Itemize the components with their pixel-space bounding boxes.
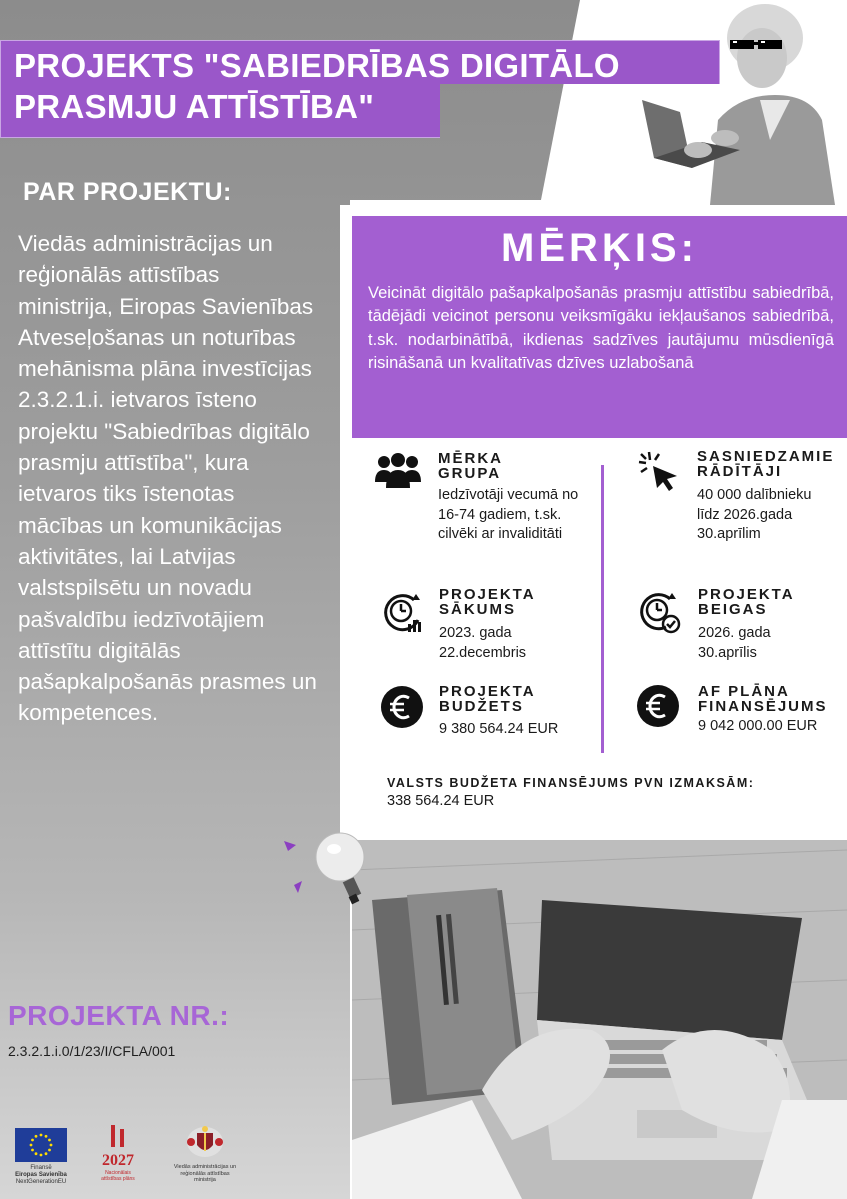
eu-flag-logo <box>15 1128 67 1162</box>
af-funding-title <box>698 684 828 714</box>
page-title: PROJEKTS "SABIEDRĪBAS DIGITĀLO PRASMJU ATTĪSTĪBA" <box>14 47 620 125</box>
indicators-title-line-2: RĀDĪTĀJI <box>697 463 783 480</box>
target-group-title-line-1: MĒRKA <box>438 450 503 467</box>
euro-icon <box>380 685 424 729</box>
ministry-text-1: Viedās administrācijas un <box>173 1164 237 1170</box>
national-plan-year: 2027 <box>102 1152 134 1169</box>
indicators-title <box>697 449 834 479</box>
eu-caption-line-1: Finansē <box>30 1165 52 1171</box>
ministry-logo <box>160 1125 250 1184</box>
goal-heading: MĒRĶIS: <box>501 226 698 270</box>
indicators-title-line-1: SASNIEDZAMIE <box>697 448 835 465</box>
clock-chart-icon <box>380 590 424 634</box>
ministry-text-3: ministrija <box>194 1177 216 1183</box>
end-title-line-2: BEIGAS <box>698 601 768 618</box>
clock-check-icon <box>636 589 680 633</box>
target-group-value: Iedzīvotāji vecumā no 16-74 gadiem, t.sk. cilvēki ar invaliditāti <box>438 487 579 542</box>
goal-text: Veicināt digitālo pašapkalpošanās prasmju attīstību sabiedrībā, tādējādi veicinot personu veiksmīgāku iekļaušanos sabiedrībā, t.sk. nodarbinātībā, ikdienas sadzīves jautājumu mūsdienīgā risināšanā un kvalitatīvas dzīves uzlabošanā <box>368 284 834 372</box>
project-number-heading: PROJEKTA NR.: <box>8 1000 230 1031</box>
vat-label: VALSTS BUDŽETA FINANSĒJUMS PVN IZMAKSĀM: <box>387 776 755 790</box>
eu-caption-line-2: Eiropas Savienība <box>15 1172 67 1178</box>
end-title <box>698 587 795 617</box>
start-title-line-2: SĀKUMS <box>439 601 517 618</box>
end-title-line-1: PROJEKTA <box>698 586 795 603</box>
about-heading: PAR PROJEKTU: <box>23 178 232 206</box>
eu-caption-line-3: NextGenerationEU <box>15 1179 67 1185</box>
laptop-photo <box>352 840 847 1199</box>
indicators-value: 40 000 dalībnieku līdz 2026.gada 30.aprīlim <box>697 487 812 542</box>
af-funding-title-line-1: AF PLĀNA <box>698 683 790 700</box>
vat-value: 338 564.24 EUR <box>387 793 495 809</box>
budget-title-line-1: PROJEKTA <box>439 683 536 700</box>
about-body: Viedās administrācijas un reģionālās attīstības ministrija, Eiropas Savienības Atveseļošanas un noturības mehānisma plāna investīcijas 2.3.2.1.i. ietvaros īsteno projektu "Sabiedrības digitālo prasmju attīstība", kura ietvaros tiks īstenotas mācības un komunikācijas aktivitātes, lai Latvijas valstspilsētu un novadu pašvaldību iedzīvotājiem attīstītu digitālās pašapkalpošanās prasmes un kompetences. <box>18 231 317 726</box>
start-value-line-2: 22.decembris <box>439 644 527 661</box>
lightbulb-decoration-icon <box>280 825 370 915</box>
national-plan-logo <box>95 1125 141 1182</box>
coat-of-arms-icon <box>185 1125 225 1159</box>
euro-icon <box>636 684 680 728</box>
budget-value: 9 380 564.24 EUR <box>439 721 559 737</box>
start-value-line-1: 2023. gada <box>439 625 512 641</box>
national-plan-text-2: attīstības plāns <box>101 1176 135 1182</box>
end-value <box>698 624 771 663</box>
national-plan-mark-icon <box>108 1125 128 1147</box>
target-group-title <box>438 451 503 481</box>
af-funding-value: 9 042 000.00 EUR <box>698 718 818 734</box>
national-plan-text-1: Nacionālais <box>105 1170 131 1176</box>
ministry-text-2: reģionālās attīstības <box>180 1170 230 1177</box>
target-group-title-line-2: GRUPA <box>438 465 502 482</box>
end-value-line-2: 30.aprīlis <box>698 644 757 661</box>
project-number-value: 2.3.2.1.i.0/1/23/I/CFLA/001 <box>8 1043 176 1059</box>
end-value-line-1: 2026. gada <box>698 625 771 641</box>
people-group-icon <box>374 452 418 496</box>
budget-title-line-2: BUDŽETS <box>439 698 524 715</box>
eu-logo-caption <box>8 1165 74 1186</box>
start-title <box>439 587 536 617</box>
start-title-line-1: PROJEKTA <box>439 586 536 603</box>
start-value <box>439 624 526 663</box>
cursor-click-icon <box>637 450 681 494</box>
info-divider <box>601 465 604 753</box>
budget-title <box>439 684 536 714</box>
af-funding-title-line-2: FINANSĒJUMS <box>698 698 828 715</box>
